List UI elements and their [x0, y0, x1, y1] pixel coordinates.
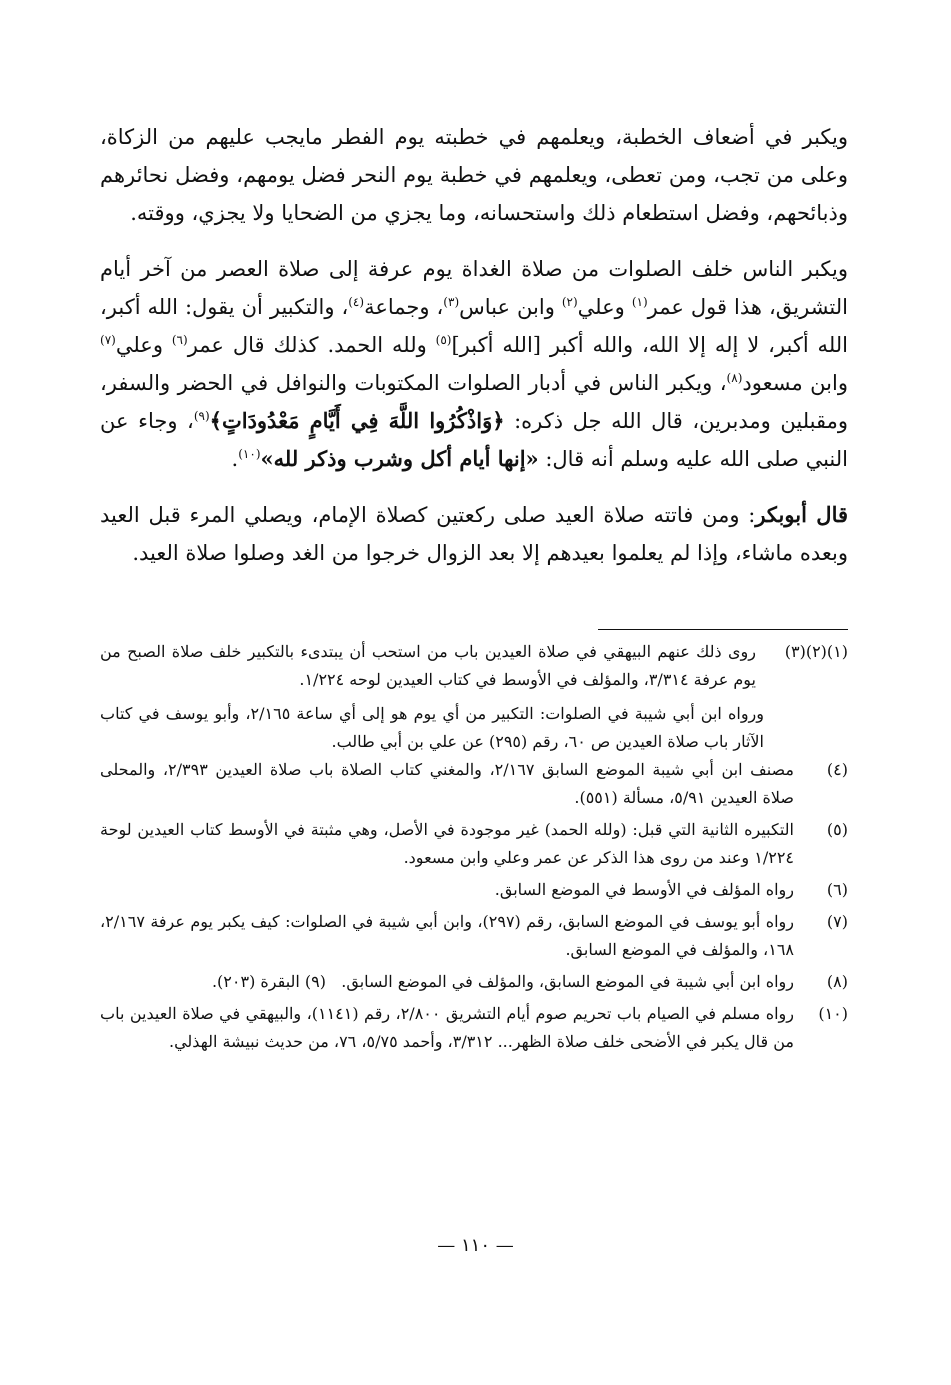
footnote-ref[interactable]: (٣) — [443, 295, 460, 309]
main-text — [100, 118, 848, 590]
footnotes — [100, 638, 848, 1060]
footnote-ref[interactable]: (٦) — [171, 333, 188, 347]
footnote-1-2-3 — [100, 638, 848, 694]
footnote-text: مصنف ابن أبي شيبة الموضع السابق ٢/١٦٧، والمغني كتاب الصلاة باب صلاة العيدين ٢/٣٩٣، والمحلى صلاة العيدين ٥/٩١، مسألة (٥٥١). — [100, 760, 794, 807]
footnote-8-9 — [100, 968, 848, 996]
footnote-ref[interactable]: (٢) — [561, 295, 578, 309]
footnote-ref[interactable]: (٤) — [348, 295, 365, 309]
footnote-number: (٦) — [826, 880, 848, 899]
text-run: وابن مسعود — [742, 371, 848, 395]
text-run: . — [231, 447, 239, 471]
footnote-8-text: رواه ابن أبي شيبة في الموضع السابق، والمؤلف في الموضع السابق. — [341, 972, 794, 991]
footnote-10 — [100, 1000, 848, 1056]
footnote-number: (٤) — [826, 760, 848, 779]
text-run: ويكبر الناس خلف الصلوات من صلاة الغداة يوم عرفة إلى صلاة العصر من آخر أيام التشريق، هذا قول عمر — [100, 257, 849, 319]
footnote-text-continued: ورواه ابن أبي شيبة في الصلوات: التكبير من أي يوم هو إلى أي ساعة ٢/١٦٥، وأبو يوسف في كتاب الآثار باب صلاة العيدين ص ٦٠، رقم (٢٩٥) عن علي بن أبي طالب. — [100, 704, 764, 751]
text-run: وعلي — [115, 333, 172, 357]
footnote-text: رواه مسلم في الصيام باب تحريم صوم أيام التشريق ٢/٨٠٠، رقم (١١٤١)، والبيهقي في صلاة العيدين باب من قال يكبر في الأضحى خلف صلاة الظهر... ٣/٣١٢، وأحمد ٥/٧٥، ٧٦، من حديث نبيشة الهذلي. — [100, 1004, 795, 1051]
footnote-5 — [100, 816, 848, 872]
footnote-7 — [100, 908, 848, 964]
text-run: ، وجماعة — [364, 295, 444, 319]
footnote-number: (٨) — [826, 972, 848, 991]
footnote-number: (٧) — [826, 912, 848, 931]
paragraph-2 — [100, 250, 848, 478]
footnote-ref[interactable]: (١٠) — [238, 447, 261, 461]
text-run: ولله الحمد. كذلك قال عمر — [187, 333, 436, 357]
footnote-ref[interactable]: (٥) — [435, 333, 452, 347]
hadith-quote: «إنها أيام أكل وشرب وذكر لله» — [260, 446, 539, 471]
footnote-ref[interactable]: (٧) — [100, 333, 116, 347]
footnote-ref[interactable]: (١) — [631, 295, 648, 309]
footnote-number: (١)(٢)(٣) — [784, 642, 848, 661]
footnote-number: (١٠) — [818, 1004, 848, 1023]
text-run: وعلي — [577, 295, 632, 319]
footnote-9-text: (٩) البقرة (٢٠٣). — [211, 972, 327, 991]
footnote-text — [100, 968, 794, 996]
text-run: ، وجاء عن النبي صلى الله عليه وسلم أنه قال: — [100, 409, 848, 471]
footnote-4 — [100, 756, 848, 812]
footnote-text: التكبيره الثانية التي قبل: (ولله الحمد) غير موجودة في الأصل، وهي مثبتة في الأوسط كتاب العيدين لوحة ١/٢٢٤ وعند من روى هذا الذكر عن عمر وعلي وابن مسعود. — [100, 820, 794, 867]
paragraph-1: ويكبر في أضعاف الخطبة، ويعلمهم في خطبته يوم الفطر مايجب عليهم من الزكاة، وعلى من تجب، ومن تعطى، ويعلمهم في خطبة يوم النحر فضل يومهم، وفضل نحائرهم وذبائحهم، وفضل استطعام ذلك واستحسانه، وما يجزي من الضحايا ولا يجزي، ووقته. — [100, 125, 848, 225]
quran-verse: ﴿وَاذْكُرُوا اللَّهَ فِي أَيَّامٍ مَعْدُودَاتٍ﴾ — [209, 408, 505, 433]
page-number: — ١١٠ — — [437, 1235, 514, 1256]
speaker-label: قال أبوبكر — [755, 502, 848, 527]
footnote-6 — [100, 876, 848, 904]
footnote-text: روى ذلك عنهم البيهقي في صلاة العيدين باب من استحب أن يبتدىء بالتكبير خلف صلاة الصبح من يوم عرفة ٣/٣١٤، والمؤلف في الأوسط في كتاب العيدين لوحه ١/٢٢٤. — [100, 642, 756, 689]
text-run: ، والتكبير أن يقول: الله أكبر، الله أكبر، لا إله إلا الله، والله أكبر [الله أكبر] — [100, 295, 849, 357]
text-run: وابن عباس — [459, 295, 562, 319]
footnote-ref[interactable]: (٨) — [726, 371, 743, 385]
footnote-text: رواه المؤلف في الأوسط في الموضع السابق. — [494, 880, 794, 899]
footnote-number: (٥) — [826, 820, 848, 839]
text-run: : ومن فاتته صلاة العيد صلى ركعتين كصلاة الإمام، ويصلي المرء قبل العيد وبعده ماشاء، وإذا لم يعلموا بعيدهم إلا بعد الزوال خرجوا من الغد وصلوا صلاة العيد. — [100, 503, 848, 565]
footnote-divider — [598, 629, 848, 630]
text-run: ، ويكبر الناس في أدبار الصلوات المكتوبات والنوافل في الحضر والسفر، ومقبلين ومدبرين، قال الله جل ذكره: — [100, 371, 849, 433]
paragraph-3 — [100, 496, 848, 572]
footnote-ref[interactable]: (٩) — [193, 409, 210, 423]
footnote-text: رواه أبو يوسف في الموضع السابق، رقم (٢٩٧)، وابن أبي شيبة في الصلوات: كيف يكبر يوم عرفة ٢/١٦٧، ١٦٨، والمؤلف في الموضع السابق. — [100, 912, 795, 959]
